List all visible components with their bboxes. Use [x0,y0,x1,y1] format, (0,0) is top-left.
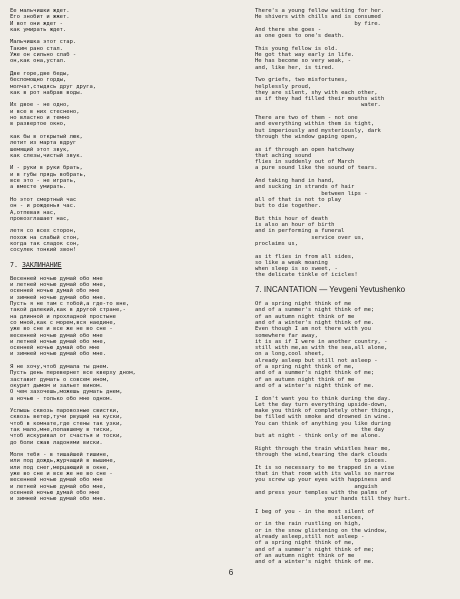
poem-line: is also an hour of birth [255,222,335,229]
poem-line: летя со всех сторон, [10,228,77,235]
poem-line: and of a summer's night think of me; [255,370,375,377]
poem-line: и зимней ночью думай обо мне. [10,351,107,358]
poem-line: and press your temples with the palms of [255,489,388,496]
poem-line: такой далекий,как в другой стране,- [10,307,126,314]
russian-column [10,8,225,509]
poem-line: как в рот набрав воды. [10,89,83,96]
stanza [10,408,225,446]
poem-line: Моля тебя - в тишайшей тишине, [10,452,110,459]
poem-line: still with me,as with the sea,all alone, [255,345,388,352]
poem-line: заставит думать о совсем ином, [10,376,110,383]
poem-line: You can think of anything you like during [255,420,391,427]
poem-line: сосулек тонкий звон! [10,247,77,254]
stanza [10,71,225,96]
english-stanzas-top [255,8,455,279]
poem-line: already asleep but still not asleep - [255,357,378,364]
poem-line: осенней ночью думай обо мне [10,288,100,295]
poem-line: уже во сне и все же не во сне - [10,471,113,478]
poem-line: of a spring night think of me, [255,540,355,547]
poem-line: осенней ночью думай обо мне [10,345,100,352]
poem-line: и летней ночью думай обо мне, [10,338,107,345]
poem-line: make you think of completely other things, [255,408,395,415]
poem-line: Мальчишка этот стар. [10,39,77,46]
poem-line: Уже он сильно слаб - [10,52,77,59]
poem-line: и все в них стеснено, [10,108,80,115]
stanza [255,216,455,247]
poem-line: He got that way early in life. [255,52,355,59]
poem-line: all of that is not to play [255,196,342,203]
poem-line: when sleep is so sweet, - [255,266,338,273]
poem-line: There's a young fellow waiting for her. [255,8,385,14]
poem-line: И - руки в руки брать, [10,165,83,172]
poem-line: Но этот смертный час [10,196,77,203]
poem-line: беспомощно горды, [10,77,67,84]
poem-line: of a spring night think of me, [255,364,355,371]
english-section-heading [255,285,455,295]
poem-line: He shivers with chills and is consumed [255,14,381,21]
poem-line: your hands till they hurt. [255,496,411,503]
poem-line: чтоб в комнате,где стены так узки, [10,420,123,427]
poem-line: And there she goes - [255,26,322,33]
poem-line: silences, [255,515,365,522]
poem-line: you screw up your eyes with happiness and [255,477,391,484]
poem-line: Пусть день перевернет все кверху дном, [10,370,136,377]
poem-line: в развертое окно, [10,121,67,128]
poem-line: Of a spring night think of me [255,301,352,308]
russian-heading-number: 7. [10,260,18,269]
poem-line: and everything within them is tight, [255,121,375,128]
poem-line: I beg of you - in the most silent of [255,508,375,515]
poem-line: Я не хочу,чтоб думала ты днем. [10,364,110,371]
poem-line: летит из марта вдруг [10,140,77,147]
stanza [10,228,225,253]
poem-line: but at night - think only of me alone. [255,433,381,440]
poem-line: чтоб искуривал от счастья и тоски, [10,433,123,440]
poem-line: but imperiously and mysteriously, dark [255,127,381,134]
poem-line: proclaims us, [255,240,299,247]
poem-line: окурит дымом и зальет вином. [10,382,103,389]
poem-line: все это - не играть, [10,178,77,185]
poem-line: through the window gaping open, [255,133,358,140]
english-heading-number: 7. [255,285,262,295]
stanza [255,301,455,389]
poem-line: and of a summer's night think of me; [255,307,375,314]
poem-line: и летней ночью думай обо мне, [10,282,107,289]
stanza [10,197,225,222]
poem-line: но властно и темно [10,115,70,122]
poem-line: And taking hand in hand, [255,178,335,185]
stanza [255,115,455,140]
poem-line: He has become so very weak, - [255,58,352,65]
poem-line: Весенней ночью думай обо мне [10,275,103,282]
poem-line: весенней ночью думай обо мне [10,477,103,484]
russian-stanzas-top [10,8,225,254]
poem-line: а вместе умирать. [10,184,67,191]
stanza [255,46,455,71]
poem-line: осенней ночью думай обо мне [10,489,100,496]
poem-line: Его знобит и жжет. [10,14,70,21]
poem-line: flies in suddenly out of March [255,159,355,166]
poem-line: весенней ночью думай обо мне [10,332,103,339]
poem-line: or in the rain rustling on high, [255,521,361,528]
poem-line: молчат,стыдясь друг друга, [10,83,97,90]
poem-line: through the wind,tearing the dark clouds [255,452,388,459]
poem-line: А,отпевая нас, [10,209,57,216]
poem-line: или под дождь,журчащий в вышине, [10,458,116,465]
poem-line: Услышь сквозь паровозные свистки, [10,408,120,415]
poem-line: он - и рожденья час. [10,203,77,210]
english-heading-author: — Yevgeni Yevtushenko [319,285,406,295]
poem-line: as if they had filled their mouths with [255,96,385,103]
poem-line: когда так сладок сон, [10,240,80,247]
poem-line: but to die together. [255,203,322,210]
poem-line: Две горе,две беды, [10,70,70,77]
poem-line: and of a winter's night think of me. [255,319,375,326]
poem-line: of an autumn night think of me [255,313,355,320]
poem-line: and of a summer's night think of me; [255,546,375,553]
poem-line: Two griefs, two misfortunes, [255,77,348,84]
poem-line: so like a weak moaning [255,259,328,266]
poem-line: This young fellow is old. [255,45,338,52]
poem-line: somewhere far away, [255,332,318,339]
stanza [255,8,455,39]
poem-line: или под снег,мерцающий в окне, [10,464,110,471]
stanza [255,178,455,209]
poem-line: как бы в открытый люк, [10,133,83,140]
page-number: 6 [228,568,234,577]
poem-line: как умирать ждет. [10,26,67,33]
stanza [10,276,225,358]
poem-line: But this hour of death [255,215,328,222]
poem-line: There are two of them - not one [255,115,358,122]
poem-line: шемящий этот звук, [10,146,70,153]
stanza [10,165,225,190]
english-heading-title: INCANTATION [263,285,317,295]
stanza [10,8,225,33]
poem-line: как слезы,чистый звук. [10,152,83,159]
poem-line: Even though I am not there with you [255,326,371,333]
poem-line: service over us, [255,234,365,241]
stanza [10,134,225,159]
poem-line: провозглашает нас, [10,215,70,222]
poem-line: со мной,как с морем,вся наедине, [10,319,116,326]
poem-line: helplessly proud, [255,83,312,90]
poem-line: and in performing a funeral [255,228,345,235]
russian-heading-title: ЗАКЛИНАНИЕ [21,260,62,269]
stanza [10,102,225,127]
poem-line: of an autumn night think of me [255,376,355,383]
poem-line: он,как она,устал. [10,58,67,65]
poem-line: до боли сжав ладонями виски. [10,439,103,446]
poem-line: and, like her, is tired. [255,64,335,71]
poem-line: between lips - [255,190,368,197]
poem-line: they are silent, shy with each other, [255,89,378,96]
poem-line: а ночью - только обо мне одном. [10,395,113,402]
poem-line: that in that room with its walls so narrow [255,471,395,478]
poem-line: Таким рано стал. [10,45,63,52]
poem-line: О чем захочешь,можешь думать днем, [10,389,123,396]
stanza [255,509,455,566]
english-stanzas-bottom [255,301,455,565]
poem-line: on a long,cool sheet, [255,351,325,358]
poem-line: Let the day turn everything upside-down, [255,401,388,408]
russian-section-heading [10,260,225,270]
poem-line: сквозь ветер,тучи рвущий на куски, [10,414,123,421]
poem-line: and of a winter's night think of me. [255,559,375,566]
poem-line: и зимней ночью думай обо мне. [10,496,107,503]
poem-line: or in the snow glistening on the window, [255,527,388,534]
poem-line: by fire. [255,20,381,27]
poem-line: the day [255,427,385,433]
stanza [255,147,455,172]
stanza [255,254,455,279]
poem-line: уже во сне и все же не во сне - [10,326,113,333]
stanza [10,364,225,402]
poem-line: as one goes to one's death. [255,33,345,40]
poem-line: I don't want you to think during the day. [255,395,391,402]
poem-line: of an autumn night think of me [255,552,355,559]
poem-line: И вот они ждет - [10,20,63,27]
english-column [255,8,455,572]
poem-line: and sucking in strands of hair [255,184,355,191]
poem-line: as it flies in from all sides, [255,253,355,260]
poem-line: already asleep,still not asleep - [255,534,365,541]
stanza [255,77,455,108]
poem-line: Ее мальчишки ждет. [10,8,70,14]
poem-line: и зимней ночью думай обо мне. [10,294,107,301]
poem-line: to pieces. [255,458,388,465]
poem-line: и летней ночью думай обо мне, [10,483,107,490]
poem-line: it is as if I were in another country, - [255,338,388,345]
poem-line: the delicate tinkle of icicles! [255,272,358,279]
russian-stanzas-bottom [10,276,225,503]
poem-line: на длинной и прохладной простыне [10,313,116,320]
poem-line: anguish [255,483,378,490]
poem-line: that aching sound [255,152,312,159]
poem-line: Их двое - не одно, [10,102,70,109]
poem-line: and of a winter's night think of me. [255,382,375,389]
poem-line: water. [255,102,381,109]
poem-line: a pure sound like the sound of tears. [255,165,378,172]
poem-line: так мало,мне,попавшему в тиски, [10,427,113,433]
poem-line: похож на слабый стон, [10,234,80,241]
poem-line: Пусть я не там с тобой,а где-то вне, [10,301,130,308]
stanza [10,452,225,502]
poem-line: be filled with smoke and drowned in wine. [255,414,391,421]
poem-line: Right through the train whistles hear me, [255,445,391,452]
stanza [10,39,225,64]
poem-line: It is so necessary to me trapped in a vise [255,464,395,471]
poem-line: и в губы прядь вобрать, [10,171,87,178]
stanza [255,396,455,440]
poem-line: as if through an open hatchway [255,146,355,153]
stanza [255,446,455,503]
